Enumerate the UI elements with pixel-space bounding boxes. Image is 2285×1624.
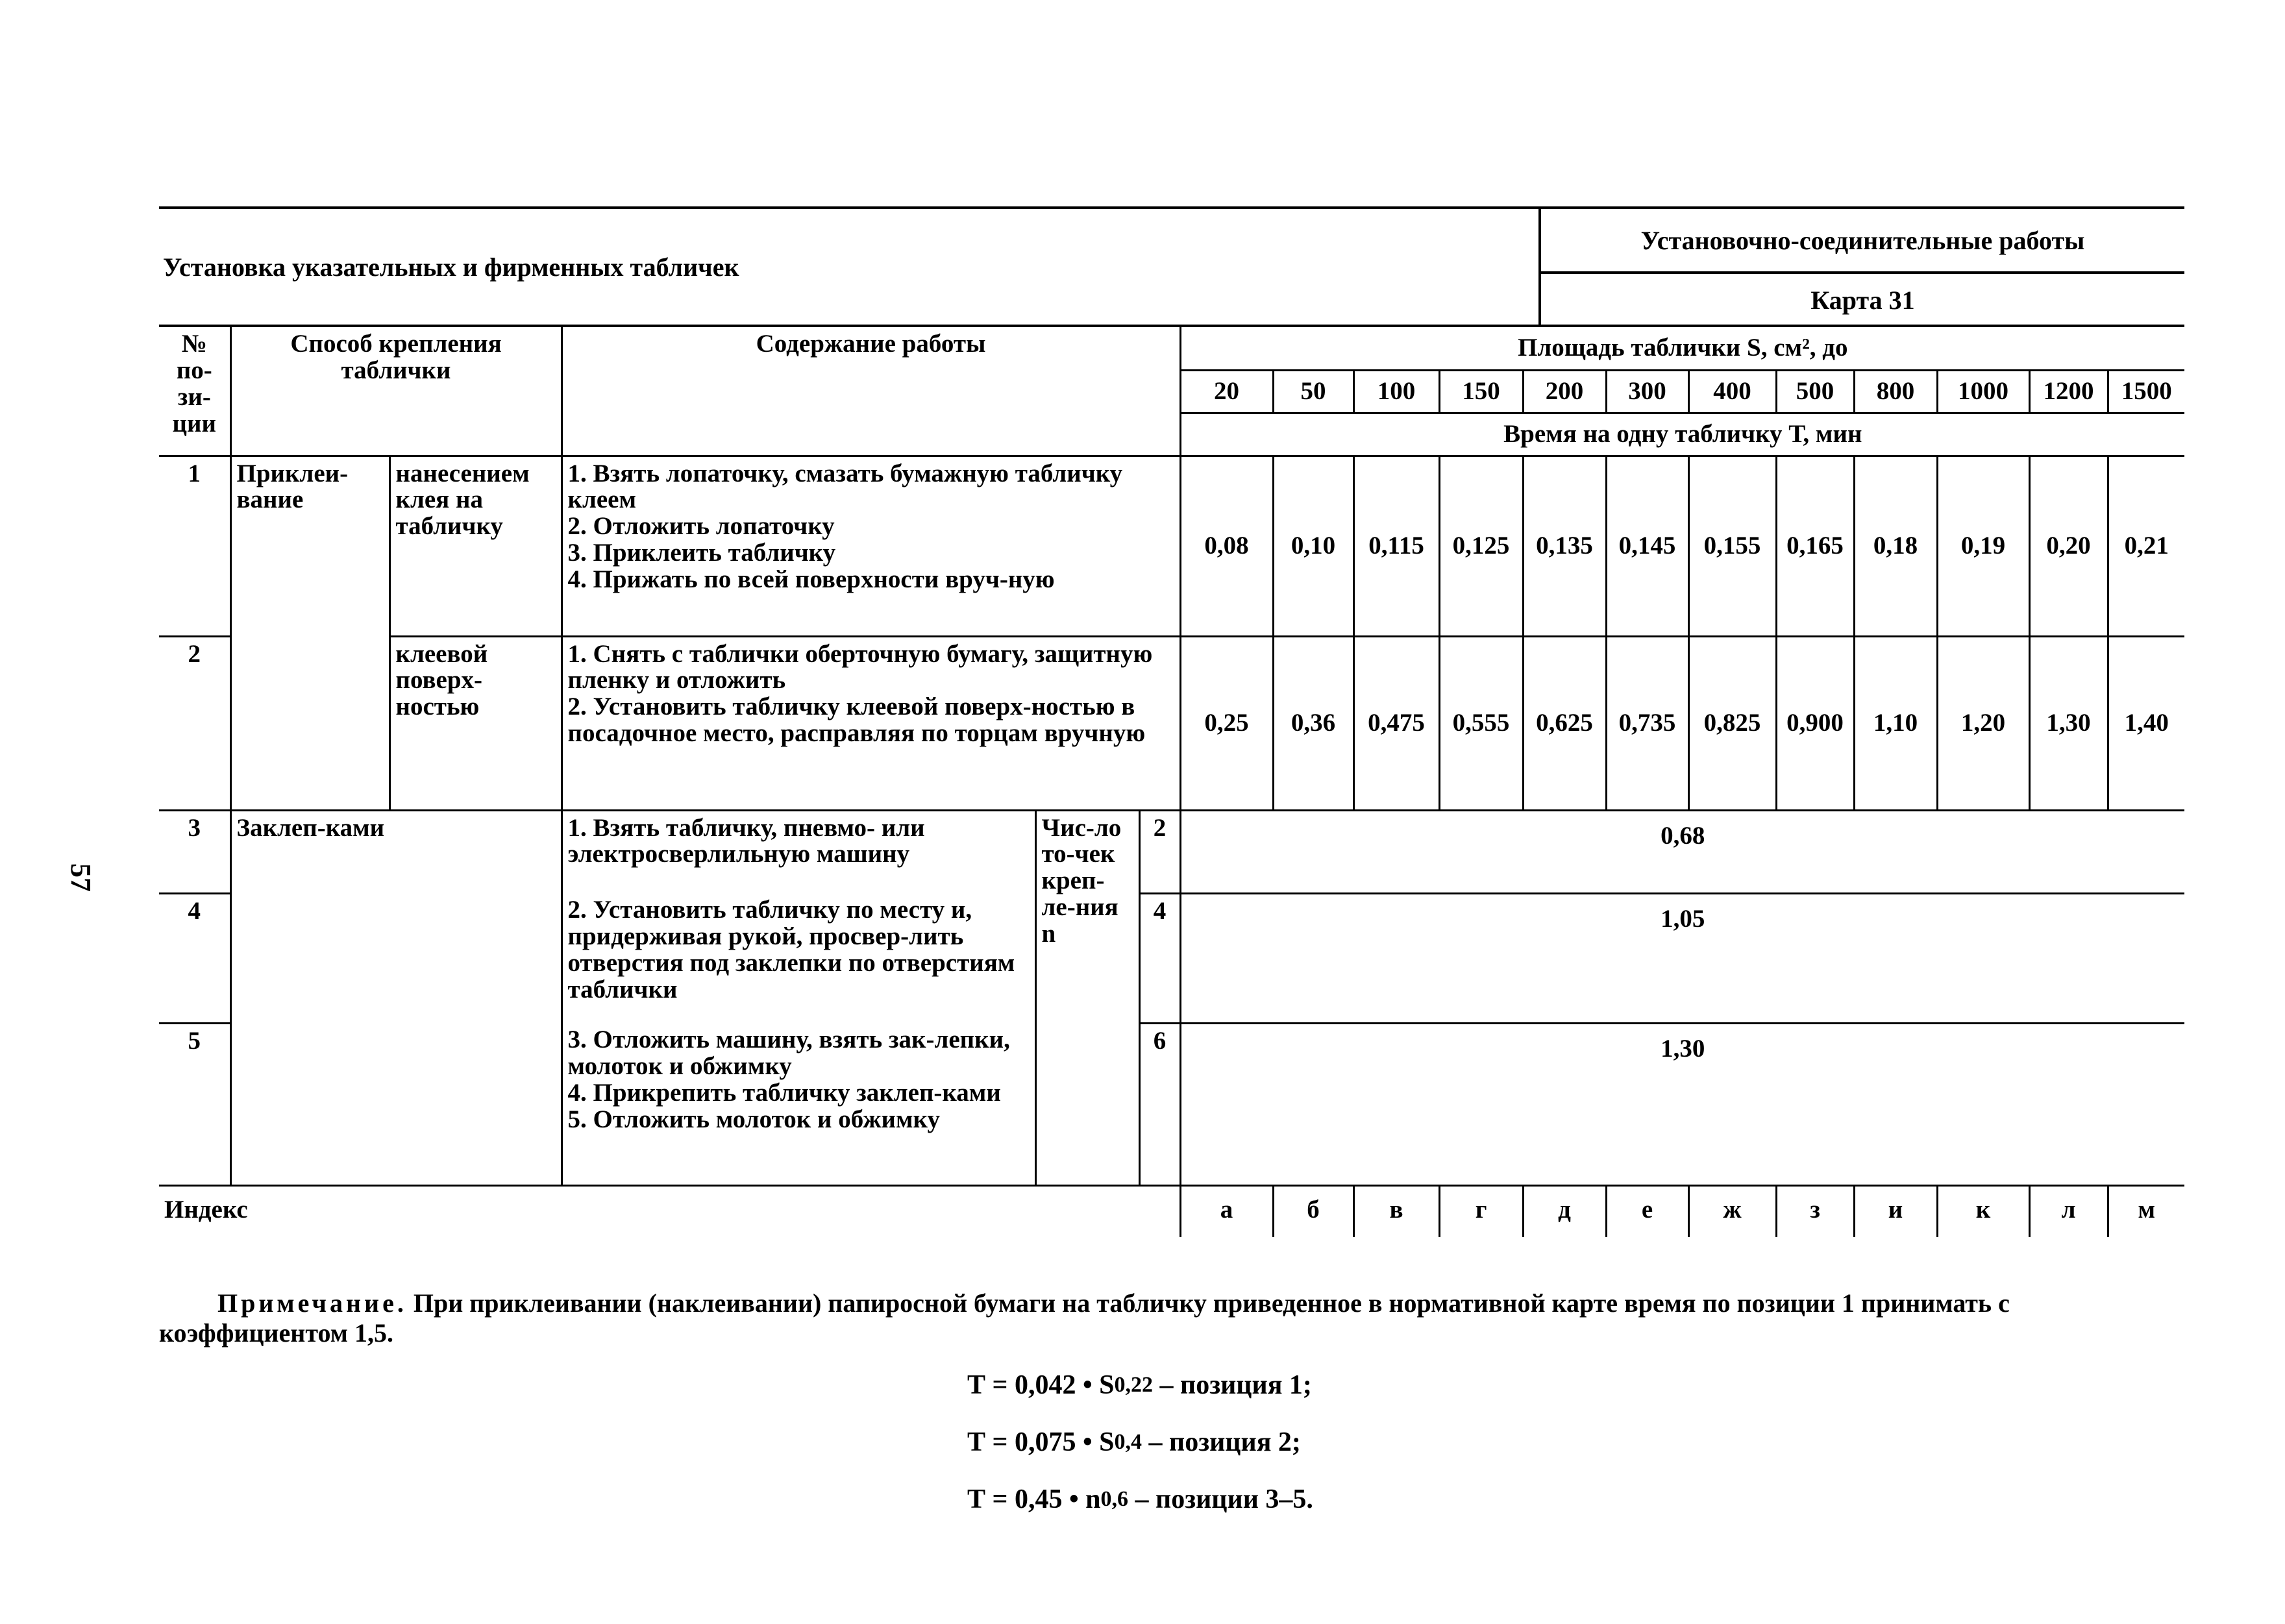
area-column-header: 500 xyxy=(1776,370,1854,413)
work-content: 1. Снять с таблички оберточную бумагу, защитную пленку и отложить 2. Установить табличку клеевой поверх-ностью в посадочное место, расправляя по торцам вручную xyxy=(562,636,1180,810)
area-column-header: 800 xyxy=(1854,370,1937,413)
area-column-header: 1200 xyxy=(2029,370,2108,413)
note xyxy=(159,1288,2184,1348)
page-number: 57 xyxy=(65,863,97,892)
area-column-header: 150 xyxy=(1439,370,1523,413)
rivet-points-n: 2 xyxy=(1139,810,1180,893)
work-content: 1. Взять табличку, пневмо- или электросверлильную машину xyxy=(562,810,1035,893)
fixing-submethod: нанесением клея на табличку xyxy=(389,456,562,636)
time-value: 0,135 xyxy=(1523,456,1606,636)
index-letter: з xyxy=(1776,1185,1854,1237)
formulas xyxy=(967,1357,1313,1528)
area-column-header: 1500 xyxy=(2108,370,2184,413)
time-value: 1,40 xyxy=(2108,636,2184,810)
time-value: 1,20 xyxy=(1937,636,2029,810)
note-text: При приклеивании (наклеивании) папиросной бумаги на табличку приведенное в нормативной карте время по позиции 1 принимать с коэффициентом 1,5. xyxy=(159,1288,2010,1347)
formula-line xyxy=(967,1471,1313,1528)
index-letter: д xyxy=(1523,1185,1606,1237)
time-value: 0,145 xyxy=(1606,456,1688,636)
time-value: 0,165 xyxy=(1776,456,1854,636)
time-value: 0,36 xyxy=(1273,636,1353,810)
formula-line xyxy=(967,1357,1313,1414)
work-content: 2. Установить табличку по месту и, придерживая рукой, просвер-лить отверстия под заклепки по отверстиям таблички xyxy=(562,893,1035,1023)
area-column-header: 50 xyxy=(1273,370,1353,413)
position-number: 5 xyxy=(159,1023,230,1185)
formula-exponent: 0,4 xyxy=(1114,1430,1142,1454)
time-value: 1,05 xyxy=(1180,893,2184,1023)
index-letter: б xyxy=(1273,1185,1353,1237)
fixing-method-gluing: Приклеи-вание xyxy=(230,456,389,810)
time-value: 0,18 xyxy=(1854,456,1937,636)
time-value: 0,625 xyxy=(1523,636,1606,810)
index-letter: к xyxy=(1937,1185,2029,1237)
area-column-header: 400 xyxy=(1688,370,1776,413)
rivet-points-n: 4 xyxy=(1139,893,1180,1023)
position-number: 2 xyxy=(159,636,230,810)
note-label: Примечание. xyxy=(217,1288,407,1318)
work-content: 3. Отложить машину, взять зак-лепки, молоток и обжимку 4. Прикрепить табличку заклеп-ками 5. Отложить молоток и обжимку xyxy=(562,1023,1035,1185)
header-area: Площадь таблички S, см², до xyxy=(1180,327,2184,370)
formula-lhs: Т = 0,45 • n xyxy=(967,1484,1101,1514)
formula-lhs: Т = 0,075 • S xyxy=(967,1427,1115,1457)
position-number: 1 xyxy=(159,456,230,636)
formula-lhs: Т = 0,042 • S xyxy=(967,1370,1115,1400)
area-column-header: 20 xyxy=(1180,370,1273,413)
time-value: 0,735 xyxy=(1606,636,1688,810)
time-value: 0,10 xyxy=(1273,456,1353,636)
area-column-header: 1000 xyxy=(1937,370,2029,413)
card-header xyxy=(159,206,2184,327)
rivet-points-label: Чис-ло то-чек креп-ле-ния n xyxy=(1035,810,1139,1185)
area-column-header: 100 xyxy=(1353,370,1439,413)
time-value: 1,10 xyxy=(1854,636,1937,810)
rivet-points-n: 6 xyxy=(1139,1023,1180,1185)
time-value: 0,900 xyxy=(1776,636,1854,810)
time-value: 0,555 xyxy=(1439,636,1523,810)
index-letter: а xyxy=(1180,1185,1273,1237)
time-value: 0,21 xyxy=(2108,456,2184,636)
time-value: 0,825 xyxy=(1688,636,1776,810)
time-value: 0,155 xyxy=(1688,456,1776,636)
index-label: Индекс xyxy=(159,1185,1180,1237)
formula-rhs: – позиция 1; xyxy=(1153,1370,1312,1400)
index-letter: г xyxy=(1439,1185,1523,1237)
time-value: 0,475 xyxy=(1353,636,1439,810)
formula-exponent: 0,22 xyxy=(1114,1373,1154,1397)
work-content: 1. Взять лопаточку, смазать бумажную табличку клеем 2. Отложить лопаточку 3. Приклеить табличку 4. Прижать по всей поверхности вруч-ную xyxy=(562,456,1180,636)
fixing-submethod: клеевой поверх-ностью xyxy=(389,636,562,810)
area-column-header: 300 xyxy=(1606,370,1688,413)
index-letter: л xyxy=(2029,1185,2108,1237)
area-column-header: 200 xyxy=(1523,370,1606,413)
fixing-method-rivets: Заклеп-ками xyxy=(230,810,562,1185)
position-number: 3 xyxy=(159,810,230,893)
time-value: 0,125 xyxy=(1439,456,1523,636)
index-letter: е xyxy=(1606,1185,1688,1237)
time-value: 0,68 xyxy=(1180,810,2184,893)
section-title: Установочно-соединительные работы xyxy=(1541,209,2184,274)
index-letter: ж xyxy=(1688,1185,1776,1237)
card-header-right xyxy=(1538,209,2184,325)
index-letter: м xyxy=(2108,1185,2184,1237)
time-value: 0,115 xyxy=(1353,456,1439,636)
index-letter: в xyxy=(1353,1185,1439,1237)
header-fixing-method: Способ крепления таблички xyxy=(230,327,562,456)
position-number: 4 xyxy=(159,893,230,1023)
formula-line xyxy=(967,1414,1313,1471)
time-value: 0,19 xyxy=(1937,456,2029,636)
time-value: 0,08 xyxy=(1180,456,1273,636)
card-title: Установка указательных и фирменных табличек xyxy=(163,252,739,282)
time-value: 0,20 xyxy=(2029,456,2108,636)
formula-rhs: – позиции 3–5. xyxy=(1128,1484,1313,1514)
header-time: Время на одну табличку Т, мин xyxy=(1180,413,2184,456)
norm-table xyxy=(159,327,2184,1237)
header-position-number: № по-зи-ции xyxy=(159,327,230,456)
time-value: 1,30 xyxy=(2029,636,2108,810)
formula-rhs: – позиция 2; xyxy=(1142,1427,1301,1457)
formula-exponent: 0,6 xyxy=(1100,1487,1129,1511)
header-work-content: Содержание работы xyxy=(562,327,1180,456)
card-number: Карта 31 xyxy=(1810,285,1915,315)
time-value: 0,25 xyxy=(1180,636,1273,810)
index-letter: и xyxy=(1854,1185,1937,1237)
time-value: 1,30 xyxy=(1180,1023,2184,1185)
